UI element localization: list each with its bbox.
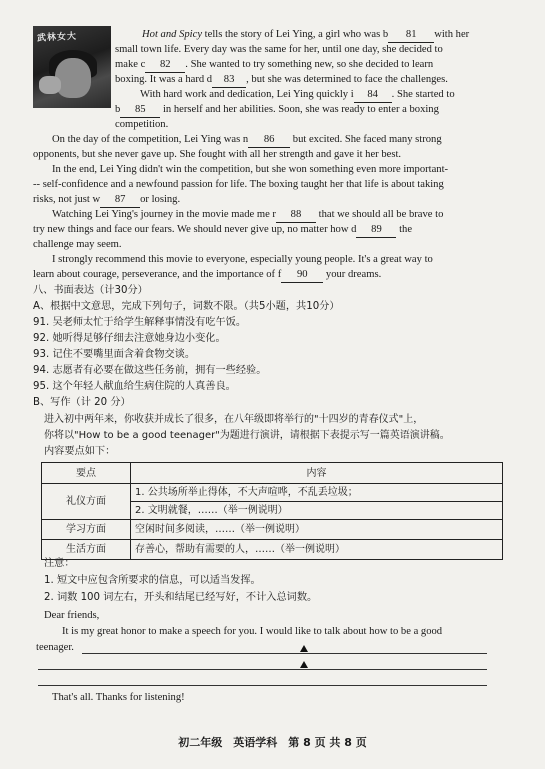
- table-row: [42, 520, 503, 540]
- passage-line: challenge may seem.: [33, 239, 122, 250]
- speech-closing: That's all. Thanks for listening!: [52, 692, 185, 703]
- poster-title: 武林女大: [36, 31, 78, 44]
- writing-prompt: 你将以"How to be a good teenager"为题进行演讲，请根据下表提示写一篇英语演讲稿。: [44, 430, 450, 441]
- section-heading: 八、书面表达（计30分）: [33, 285, 148, 296]
- question-94: 94. 志愿者有必要在做这些任务前，拥有一些经验。: [33, 365, 267, 376]
- note-item: 2. 词数 100 词左右，开头和结尾已经写好，不计入总词数。: [44, 592, 318, 603]
- notes-label: 注意：: [44, 558, 75, 569]
- blank-86[interactable]: 86: [248, 132, 290, 148]
- table-cell: 礼仪方面: [42, 484, 131, 520]
- table-cell: 空闲时间多阅读，……（举一例说明）: [131, 520, 503, 540]
- passage-line: risks, not just w 87 or losing.: [33, 192, 180, 208]
- passage-line: On the day of the competition, Lei Ying was n 86 but excited. She faced many strong: [52, 132, 442, 148]
- passage-line: Watching Lei Ying's journey in the movie made me r 88 that we should all be brave to: [52, 207, 443, 223]
- blank-90[interactable]: 90: [281, 267, 323, 283]
- blank-82[interactable]: 82: [145, 57, 185, 73]
- outline-label: 内容要点如下：: [44, 446, 116, 457]
- writing-prompt: 进入初中两年来，你收获并成长了很多，在八年级即将举行的"十四岁的青春仪式"上，: [44, 414, 424, 425]
- table-header: 内容: [131, 463, 503, 484]
- passage-line: -- self-confidence and a newfound passion for life. The boxing taught her that life is about taking: [33, 179, 444, 190]
- passage-line: make c 82 . She wanted to try something new, so she decided to learn: [115, 57, 433, 73]
- question-93: 93. 记住不要嘴里面含着食物交谈。: [33, 349, 196, 360]
- table-cell: 2. 文明就餐，……（举一例说明）: [135, 505, 288, 516]
- passage-line: small town life. Every day was the same for her, until one day, she decided to: [115, 44, 443, 55]
- passage-line: try new things and face our fears. We should never give up, no matter how d 89 the: [33, 222, 412, 238]
- table-cell: 学习方面: [42, 520, 131, 540]
- table-cell: 1. 公共场所举止得体，不大声喧哗，不乱丢垃圾；: [131, 484, 502, 502]
- writing-line[interactable]: [38, 669, 487, 670]
- passage-line: competition.: [115, 119, 169, 130]
- note-item: 1. 短文中应包含所要求的信息，可以适当发挥。: [44, 575, 261, 586]
- table-header: 要点: [42, 463, 131, 484]
- blank-85[interactable]: 85: [120, 102, 160, 118]
- passage-line: Hot and Spicy tells the story of Lei Ying, a girl who was b 81 with her: [142, 27, 469, 43]
- writing-line[interactable]: [38, 685, 487, 686]
- passage-line: I strongly recommend this movie to everyone, especially young people. It's a great way to: [52, 254, 433, 265]
- table-header-row: [42, 463, 503, 484]
- outline-table: [41, 462, 503, 560]
- blank-81[interactable]: 81: [388, 27, 434, 43]
- table-row: [42, 540, 503, 560]
- speech-opening: teenager.: [36, 642, 74, 653]
- triangle-marker-icon: [300, 661, 308, 668]
- passage-line: With hard work and dedication, Lei Ying quickly i 84 . She started to: [140, 87, 455, 103]
- triangle-marker-icon: [300, 645, 308, 652]
- page-footer: 初二年级 英语学科 第 8 页 共 8 页: [178, 736, 367, 749]
- blank-83[interactable]: 83: [212, 72, 246, 88]
- blank-84[interactable]: 84: [354, 87, 392, 103]
- table-cell: 存善心，帮助有需要的人，……（举一例说明）: [131, 540, 503, 560]
- passage-line: In the end, Lei Ying didn't win the competition, but she won something even more important-: [52, 164, 449, 175]
- salutation: Dear friends,: [44, 610, 100, 621]
- passage-line: b 85 in herself and her abilities. Soon, she was ready to enter a boxing: [115, 102, 439, 118]
- blank-88[interactable]: 88: [276, 207, 316, 223]
- part-b-heading: B、写作（计 20 分）: [33, 397, 131, 408]
- blank-89[interactable]: 89: [356, 222, 396, 238]
- table-cell: 生活方面: [42, 540, 131, 560]
- passage-line: learn about courage, perseverance, and the importance of f 90 your dreams.: [33, 267, 381, 283]
- passage-line: boxing. It was a hard d 83 , but she was determined to face the challenges.: [115, 72, 448, 88]
- writing-line[interactable]: [82, 653, 487, 654]
- part-a-instructions: A、根据中文意思，完成下列句子，词数不限。（共5小题，共10分）: [33, 301, 340, 312]
- question-91: 91. 吴老师太忙于给学生解释事情没有吃午饭。: [33, 317, 247, 328]
- movie-poster-image: [33, 26, 111, 108]
- question-92: 92. 她听得足够仔细去注意她身边小变化。: [33, 333, 226, 344]
- passage-line: opponents, but she never gave up. She fought with all her strength and gave it her best.: [33, 149, 402, 160]
- question-95: 95. 这个年轻人献血给生病住院的人真善良。: [33, 381, 236, 392]
- speech-opening: It is my great honor to make a speech for you. I would like to talk about how to be a good: [62, 626, 443, 637]
- blank-87[interactable]: 87: [100, 192, 140, 208]
- table-row: [42, 484, 503, 520]
